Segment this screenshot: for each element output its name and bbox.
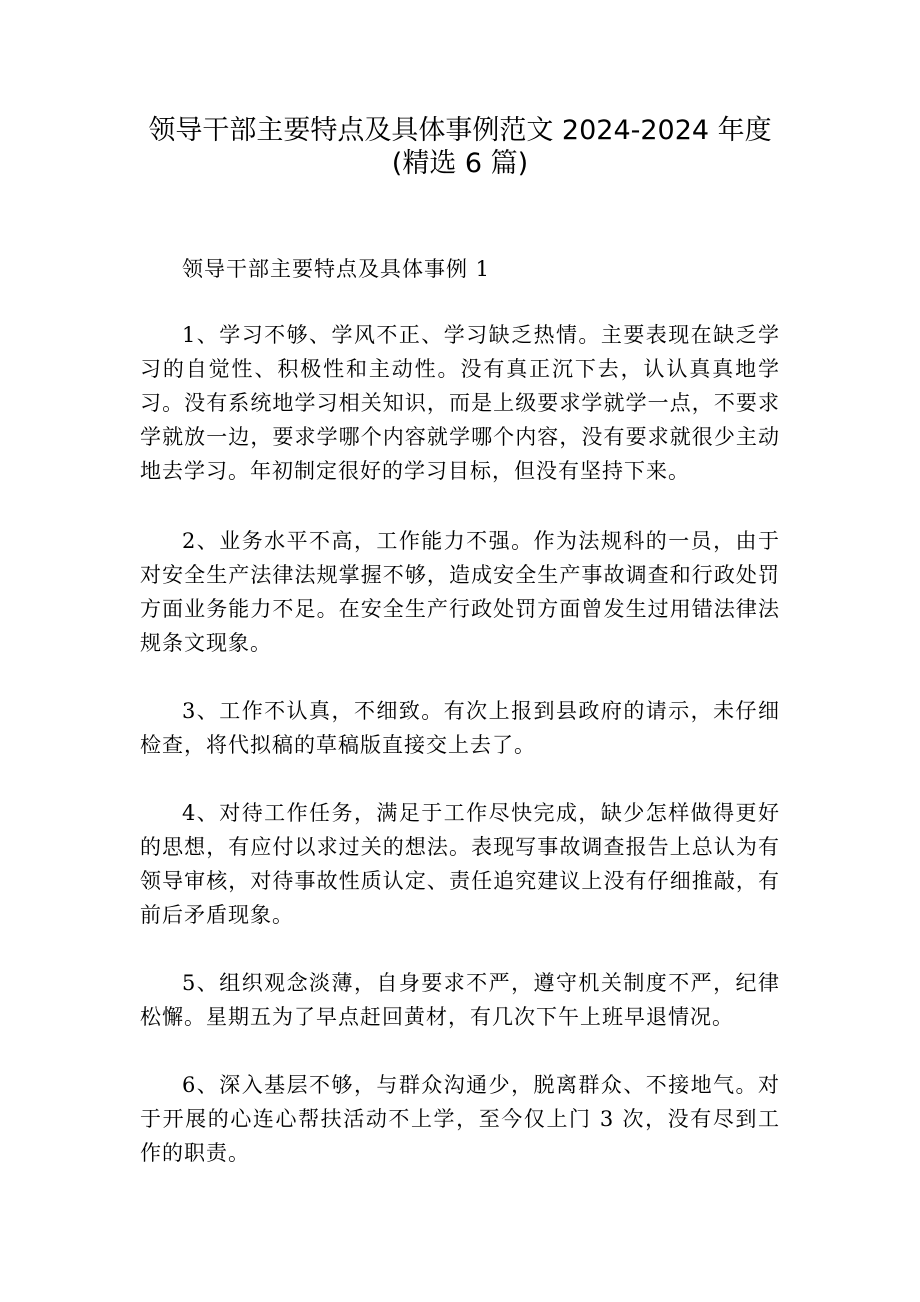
paragraph-2: 2、业务水平不高，工作能力不强。作为法规科的一员，由于对安全生产法律法规掌握不够，造成安全生产事故调查和行政处罚方面业务能力不足。在安全生产行政处罚方面曾发生过用错法律法规条文现象。 xyxy=(140,529,780,655)
paragraph-6: 6、深入基层不够，与群众沟通少，脱离群众、不接地气。对于开展的心连心帮扶活动不上学，至今仅上门 3 次，没有尽到工作的职责。 xyxy=(140,1073,780,1165)
paragraph-4: 4、对待工作任务，满足于工作尽快完成，缺少怎样做得更好的思想，有应付以求过关的想法。表现写事故调查报告上总认为有领导审核，对待事故性质认定、责任追究建议上没有仔细推敲，有前后矛盾现象。 xyxy=(140,801,780,927)
paragraph-3: 3、工作不认真，不细致。有次上报到县政府的请示，未仔细检查，将代拟稿的草稿版直接交上去了。 xyxy=(140,699,780,757)
section-heading: 领导干部主要特点及具体事例 1 xyxy=(182,257,491,281)
paragraph-5: 5、组织观念淡薄，自身要求不严，遵守机关制度不严，纪律松懈。星期五为了早点赶回黄材，有几次下午上班早退情况。 xyxy=(140,971,780,1029)
document-title: 领导干部主要特点及具体事例范文 2024-2024 年度(精选 6 篇) xyxy=(148,115,772,179)
paragraph-1: 1、学习不够、学风不正、学习缺乏热情。主要表现在缺乏学习的自觉性、积极性和主动性。没有真正沉下去，认认真真地学习。没有系统地学习相关知识，而是上级要求学就学一点，不要求学就放一边，要求学哪个内容就学哪个内容，没有要求就很少主动地去学习。年初制定很好的学习目标，但没有坚持下来。 xyxy=(140,323,780,483)
